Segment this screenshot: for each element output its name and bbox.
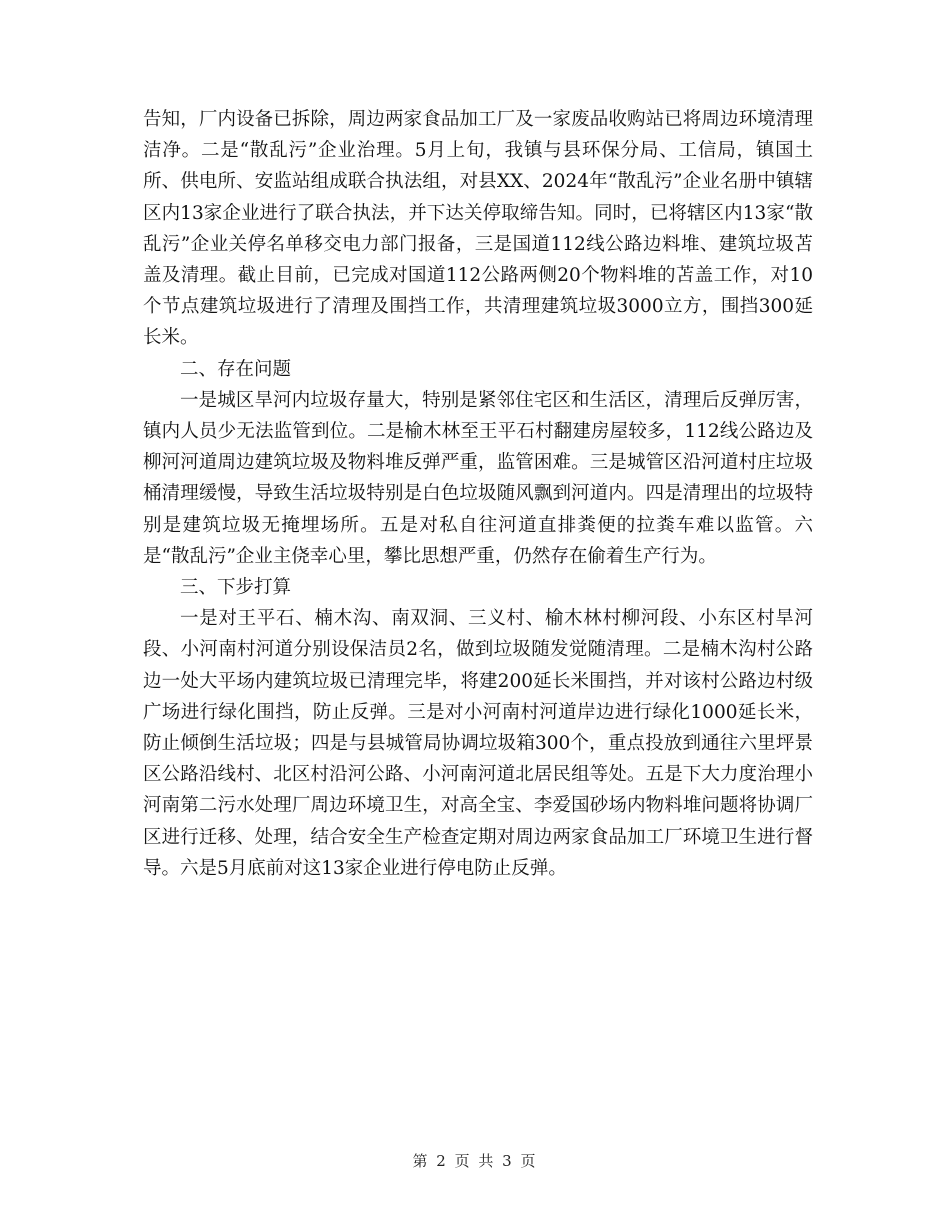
section-heading-next-steps: 三、下步打算 — [180, 577, 292, 599]
paragraph-problems: 一是城区旱河内垃圾存量大，特别是紧邻住宅区和生活区，清理后反弹厉害，镇内人员少无法监管到位。二是榆木林至王平石村翻建房屋较多，112线公路边及柳河河道周边建筑垃圾及物料堆反弹严重，监管困难。三是城管区沿河道村庄垃圾桶清理缓慢，导致生活垃圾特别是白色垃圾随风飘到河道内。四是清理出的垃圾特别是建筑垃圾无掩埋场所。五是对私自往河道直排粪便的拉粪车难以监管。六是“散乱污”企业主侥幸心里，攀比思想严重，仍然存在偷着生产行为。 — [143, 389, 813, 567]
section-heading-problems: 二、存在问题 — [180, 358, 292, 380]
document-body — [143, 104, 813, 884]
page-number-footer: 第 2 页 共 3 页 — [412, 1152, 538, 1170]
paragraph-next-steps: 一是对王平石、楠木沟、南双洞、三义村、榆木林村柳河段、小东区村旱河段、小河南村河道分别设保洁员2名，做到垃圾随发觉随清理。二是楠木沟村公路边一处大平场内建筑垃圾已清理完毕，将建200延长米围挡，并对该村公路边村级广场进行绿化围挡，防止反弹。三是对小河南村河道岸边进行绿化1000延长米，防止倾倒生活垃圾；四是与县城管局协调垃圾箱300个，重点投放到通往六里坪景区公路沿线村、北区村沿河公路、小河南河道北居民组等处。五是下大力度治理小河南第二污水处理厂周边环境卫生，对高全宝、李爱国砂场内物料堆问题将协调厂区进行迁移、处理，结合安全生产检查定期对周边两家食品加工厂环境卫生进行督导。六是5月底前对这13家企业进行停电防止反弹。 — [143, 608, 813, 879]
paragraph-continuation: 告知，厂内设备已拆除，周边两家食品加工厂及一家废品收购站已将周边环境清理洁净。二是“散乱污”企业治理。5月上旬，我镇与县环保分局、工信局，镇国土所、供电所、安监站组成联合执法组，对县XX、2024年“散乱污”企业名册中镇辖区内13家企业进行了联合执法，并下达关停取缔告知。同时，已将辖区内13家“散乱污”企业关停名单移交电力部门报备，三是国道112线公路边料堆、建筑垃圾苫盖及清理。截止目前，已完成对国道112公路两侧20个物料堆的苫盖工作，对10个节点建筑垃圾进行了清理及围挡工作，共清理建筑垃圾3000立方，围挡300延长米。 — [143, 109, 813, 349]
